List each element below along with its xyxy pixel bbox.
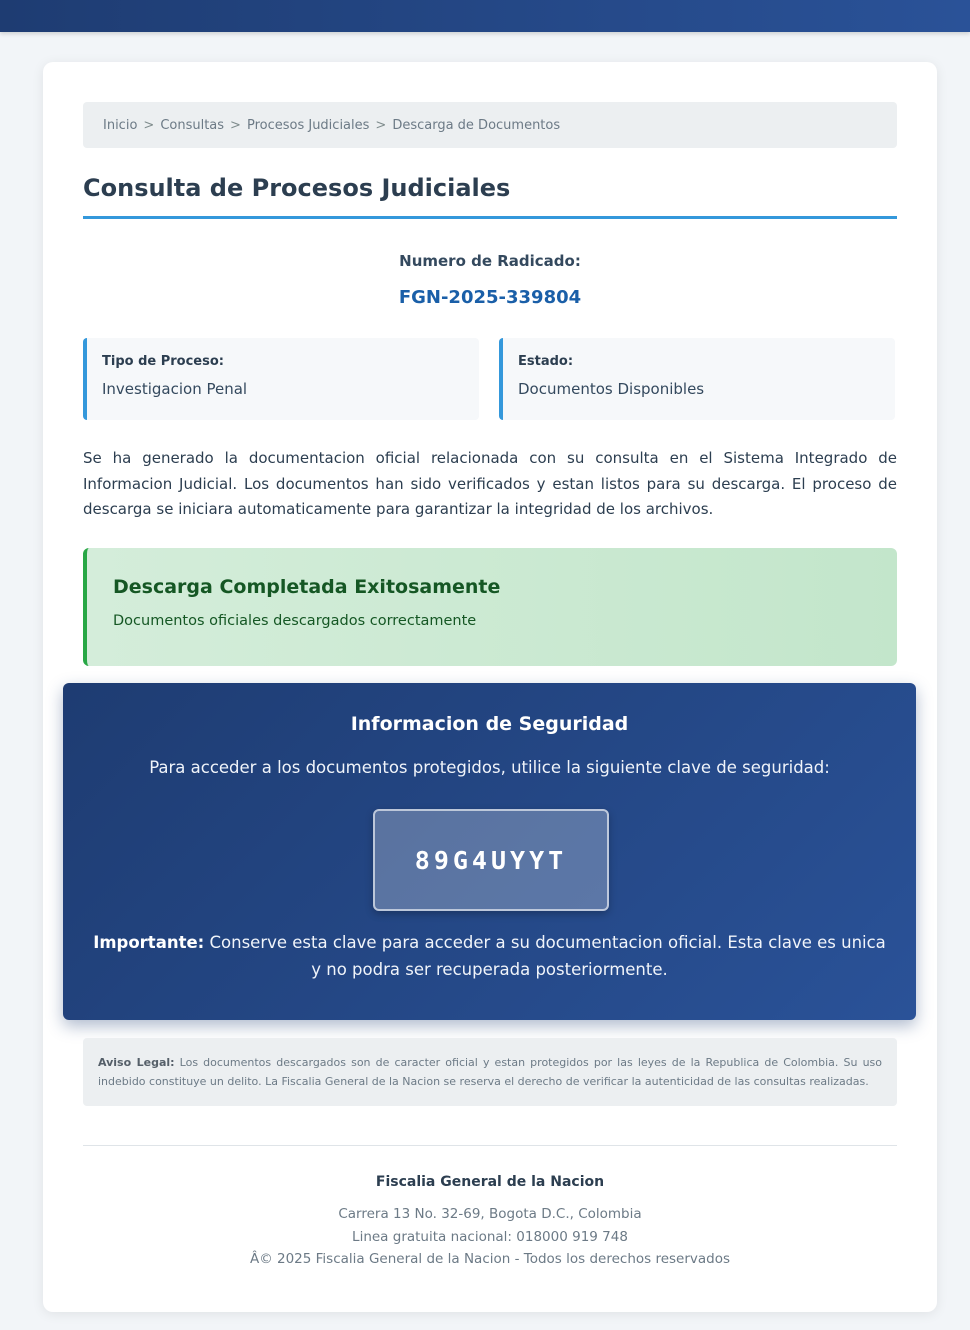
security-instructions: Para acceder a los documentos protegidos, utilice la siguiente clave de seguridad: [149, 758, 830, 777]
footer-phone: Linea gratuita nacional: 018000 919 748 [352, 1229, 628, 1245]
description-text: Se ha generado la documentacion oficial relacionada con su consulta en el Sistema Integrado de Informacion Judicial. Los documentos han sido verificados y estan listos para su descarga. El proceso de descarga se iniciara automaticamente para garantizar la integridad de los archivos. [83, 449, 897, 518]
security-note-label: Importante: [93, 933, 205, 952]
breadcrumb-consultas[interactable]: Consultas [160, 117, 225, 133]
main-card [43, 62, 937, 1312]
breadcrumb-separator: > [143, 117, 155, 133]
radicado-label: Numero de Radicado: [399, 252, 581, 270]
footer-divider [83, 1145, 897, 1146]
estado-box [499, 338, 895, 420]
security-note [91, 929, 888, 983]
footer-organization: Fiscalia General de la Nacion [375, 1174, 605, 1190]
security-title: Informacion de Seguridad [350, 713, 629, 735]
security-note-text: Conserve esta clave para acceder a su documentacion oficial. Esta clave es unica y no podra ser recuperada posteriormente. [204, 933, 886, 979]
breadcrumb-inicio[interactable]: Inicio [103, 117, 138, 133]
top-header-bar [0, 0, 970, 32]
breadcrumb-separator: > [230, 117, 241, 133]
page-title: Consulta de Procesos Judiciales [83, 174, 897, 219]
breadcrumb-separator: > [375, 117, 387, 133]
success-alert [83, 548, 897, 666]
tipo-proceso-label: Tipo de Proceso: [102, 354, 224, 369]
legal-notice-text: Los documentos descargados son de caracter oficial y estan protegidos por las leyes de la Republica de Colombia. Su uso indebido constituye un delito. La Fiscalia General de la Nacion se reserva el derecho de verificar la autenticidad de las consultas realizadas. [98, 1056, 882, 1088]
breadcrumb-descarga-documentos: Descarga de Documentos [392, 117, 561, 133]
estado-value: Documentos Disponibles [518, 380, 705, 398]
estado-label: Estado: [518, 354, 574, 369]
radicado-number: FGN-2025-339804 [398, 287, 582, 308]
footer-address: Carrera 13 No. 32-69, Bogota D.C., Colombia [338, 1206, 642, 1222]
security-key[interactable]: 89G4UYYT [373, 809, 609, 911]
security-info-panel [63, 683, 916, 1020]
success-message: Documentos oficiales descargados correctamente [113, 613, 477, 629]
footer-copyright: Â© 2025 Fiscalia General de la Nacion - Todos los derechos reservados [249, 1251, 731, 1267]
legal-notice-label: Aviso Legal: [98, 1056, 175, 1069]
tipo-proceso-box [83, 338, 479, 420]
success-title: Descarga Completada Exitosamente [113, 576, 501, 598]
breadcrumb [83, 102, 897, 148]
breadcrumb-procesos-judiciales[interactable]: Procesos Judiciales [246, 117, 370, 133]
tipo-proceso-value: Investigacion Penal [102, 380, 248, 398]
legal-notice [83, 1038, 897, 1106]
